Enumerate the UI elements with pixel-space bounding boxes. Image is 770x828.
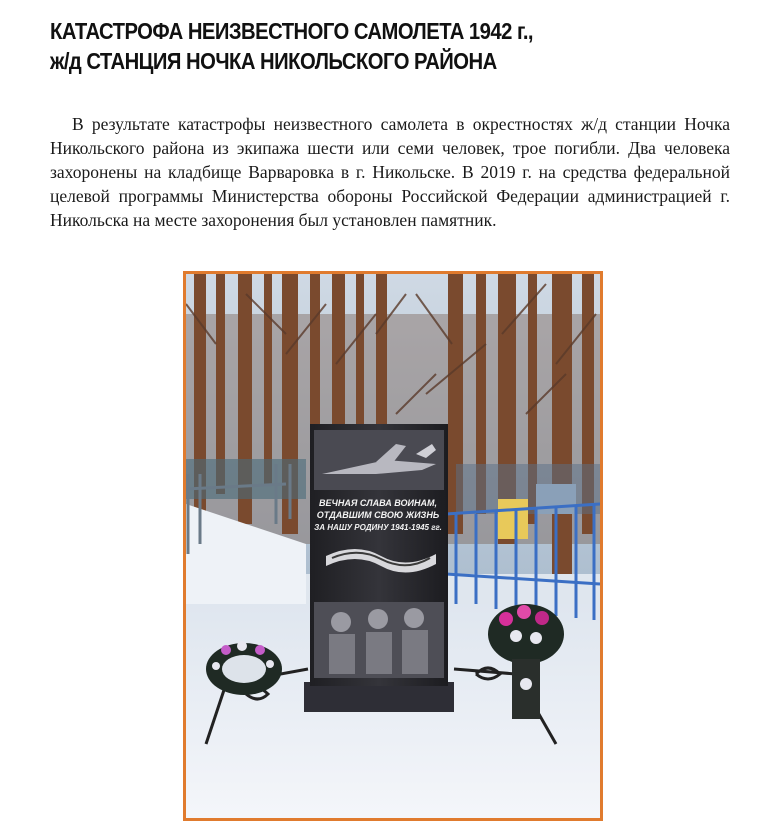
memorial-photo-illustration: [186, 274, 600, 818]
title-line-2: ж/д СТАНЦИЯ НОЧКА НИКОЛЬСКОГО РАЙОНА: [50, 48, 497, 74]
inscription-line-2: ОТДАВШИМ СВОЮ ЖИЗНЬ: [316, 510, 440, 520]
inscription-line-3: ЗА НАШУ РОДИНУ 1941-1945 гг.: [314, 523, 442, 532]
page-title: [50, 16, 648, 76]
aircraft-engraving: [314, 430, 444, 490]
inscription-line-1: ВЕЧНАЯ СЛАВА ВОИНАМ,: [318, 498, 438, 508]
memorial-photo: [183, 271, 603, 821]
crew-engraving: [314, 602, 444, 678]
title-line-1: КАТАСТРОФА НЕИЗВЕСТНОГО САМОЛЕТА 1942 г.,: [50, 18, 534, 44]
body-paragraph: В результате катастрофы неизвестного самолета в окрестностях ж/д станции Ночка Никольского района из экипажа шести или семи человек, трое погибли. Два человека захоронены на кладбище Варваровка в г. Никольске. В 2019 г. на средства федеральной целевой программы Министерства обороны Российской Федерации администрацией г. Никольска на месте захоронения был установлен памятник.: [50, 114, 730, 230]
monument-base: [304, 682, 454, 712]
